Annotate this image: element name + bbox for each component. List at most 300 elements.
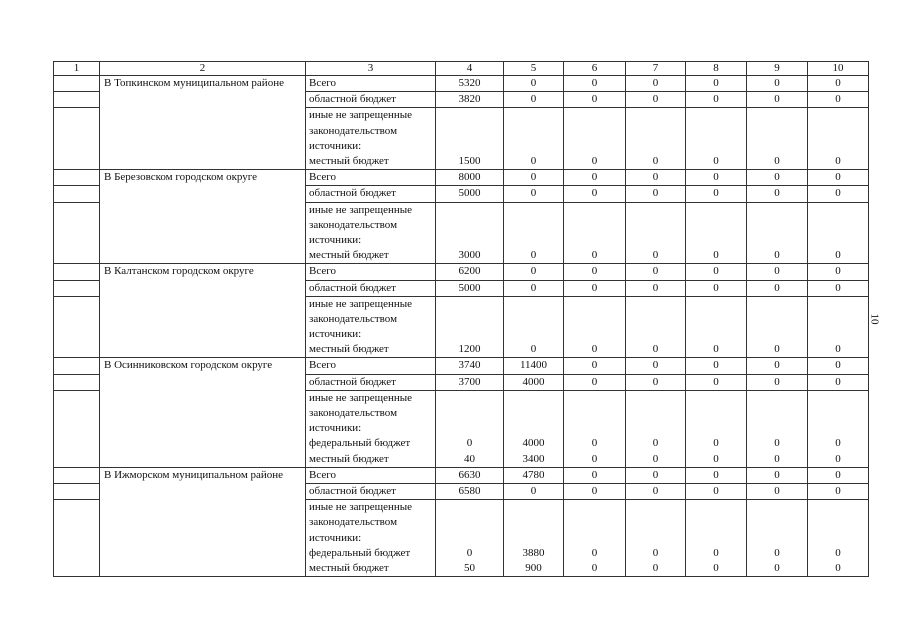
- value-stack-cell: [564, 108, 626, 170]
- spacer: [686, 327, 746, 342]
- value-stack-cell: [504, 500, 564, 577]
- value-cell: 0: [713, 249, 719, 262]
- other-sources-line: источники:: [309, 139, 362, 152]
- value-cell: 6630: [436, 467, 504, 483]
- spacer: [747, 312, 807, 327]
- value-cell: 0: [466, 437, 473, 450]
- spacer: [808, 233, 868, 248]
- value-cell: 0: [652, 249, 659, 262]
- value-cell: 0: [835, 452, 841, 465]
- value-cell: 0: [747, 467, 808, 483]
- column-header: 6: [564, 62, 626, 76]
- spacer: [747, 531, 807, 546]
- other-sources-line: законодательством: [309, 407, 398, 420]
- value-cell: 4000: [522, 437, 545, 450]
- other-sources-line: источники:: [309, 422, 362, 435]
- value-cell: 0: [747, 280, 808, 296]
- value-cell: 0: [713, 154, 719, 167]
- value-cell: 0: [652, 154, 659, 167]
- column-header: 8: [686, 62, 747, 76]
- spacer: [747, 297, 807, 312]
- other-sources-line: иные не запрещенные: [309, 109, 413, 122]
- value-cell: 0: [626, 280, 686, 296]
- empty-cell: [54, 296, 100, 358]
- sub-budget-label: местный бюджет: [309, 154, 389, 167]
- value-cell: 1200: [458, 343, 481, 356]
- spacer: [626, 327, 685, 342]
- sub-budget-label: местный бюджет: [309, 249, 389, 262]
- row-label-total: Всего: [306, 358, 436, 374]
- value-stack-cell: [436, 500, 504, 577]
- spacer: [747, 203, 807, 218]
- spacer: [564, 500, 625, 515]
- value-cell: 0: [713, 452, 719, 465]
- value-cell: 5000: [436, 280, 504, 296]
- value-cell: 0: [626, 76, 686, 92]
- spacer: [564, 327, 625, 342]
- table-row: [54, 264, 869, 280]
- value-cell: 3880: [522, 546, 545, 559]
- spacer: [747, 406, 807, 421]
- spacer: [626, 203, 685, 218]
- empty-cell: [54, 358, 100, 374]
- value-cell: 0: [652, 561, 659, 574]
- value-cell: 3400: [522, 452, 545, 465]
- value-stack-cell: [626, 202, 686, 264]
- spacer: [564, 391, 625, 406]
- table-row: [54, 358, 869, 374]
- municipality-name: В Березовском городском округе: [100, 170, 306, 264]
- value-stack-cell: [808, 296, 869, 358]
- value-stack-cell: [626, 296, 686, 358]
- spacer: [436, 297, 503, 312]
- sub-budget-label: федеральный бюджет: [309, 437, 411, 450]
- value-cell: 4780: [504, 467, 564, 483]
- spacer: [686, 515, 746, 530]
- value-stack-cell: [686, 108, 747, 170]
- value-cell: 0: [808, 467, 869, 483]
- empty-cell: [54, 484, 100, 500]
- spacer: [564, 421, 625, 436]
- spacer: [686, 421, 746, 436]
- value-cell: 1500: [458, 154, 481, 167]
- spacer: [626, 139, 685, 154]
- empty-cell: [54, 186, 100, 202]
- other-sources-cell: [306, 500, 436, 577]
- value-cell: 0: [808, 280, 869, 296]
- value-cell: 0: [808, 374, 869, 390]
- value-cell: 0: [591, 561, 598, 574]
- value-cell: 0: [626, 170, 686, 186]
- value-cell: 0: [835, 546, 841, 559]
- value-cell: 0: [626, 374, 686, 390]
- column-header: 4: [436, 62, 504, 76]
- sub-budget-label: местный бюджет: [309, 452, 389, 465]
- value-stack-cell: [436, 108, 504, 170]
- spacer: [686, 406, 746, 421]
- spacer: [626, 312, 685, 327]
- spacer: [564, 233, 625, 248]
- sub-budget-label: местный бюджет: [309, 561, 389, 574]
- other-sources-cell: [306, 296, 436, 358]
- spacer: [747, 218, 807, 233]
- column-header: 10: [808, 62, 869, 76]
- value-cell: 0: [774, 452, 780, 465]
- spacer: [626, 515, 685, 530]
- value-cell: 3000: [458, 249, 481, 262]
- municipality-name: В Топкинском муниципальном районе: [100, 76, 306, 170]
- value-cell: 0: [564, 280, 626, 296]
- value-stack-cell: [564, 500, 626, 577]
- spacer: [686, 531, 746, 546]
- value-stack-cell: [564, 296, 626, 358]
- value-cell: 40: [464, 452, 475, 465]
- value-stack-cell: [808, 500, 869, 577]
- spacer: [747, 391, 807, 406]
- value-cell: 0: [747, 358, 808, 374]
- other-sources-line: источники:: [309, 233, 362, 246]
- row-label-regional: областной бюджет: [306, 484, 436, 500]
- value-cell: 0: [504, 92, 564, 108]
- spacer: [436, 203, 503, 218]
- value-stack-cell: [747, 108, 808, 170]
- row-label-regional: областной бюджет: [306, 186, 436, 202]
- value-stack-cell: [808, 202, 869, 264]
- spacer: [686, 139, 746, 154]
- empty-cell: [54, 264, 100, 280]
- value-cell: 0: [835, 154, 841, 167]
- spacer: [564, 531, 625, 546]
- spacer: [686, 203, 746, 218]
- value-cell: 0: [686, 484, 747, 500]
- value-cell: 0: [713, 437, 719, 450]
- value-cell: 0: [713, 561, 719, 574]
- value-cell: 0: [747, 76, 808, 92]
- spacer: [626, 531, 685, 546]
- row-label-regional: областной бюджет: [306, 280, 436, 296]
- value-cell: 0: [774, 154, 780, 167]
- other-sources-cell: [306, 202, 436, 264]
- value-cell: 0: [564, 186, 626, 202]
- spacer: [436, 233, 503, 248]
- value-cell: 0: [504, 186, 564, 202]
- column-header: 5: [504, 62, 564, 76]
- spacer: [436, 515, 503, 530]
- empty-cell: [54, 202, 100, 264]
- table-row: [54, 76, 869, 92]
- value-stack-cell: [686, 390, 747, 467]
- value-cell: 3820: [436, 92, 504, 108]
- value-cell: 0: [808, 358, 869, 374]
- value-stack-cell: [808, 390, 869, 467]
- value-cell: 3700: [436, 374, 504, 390]
- value-stack-cell: [626, 108, 686, 170]
- spacer: [504, 203, 563, 218]
- spacer: [808, 421, 868, 436]
- other-sources-cell: [306, 108, 436, 170]
- value-cell: 0: [652, 343, 659, 356]
- value-cell: 0: [835, 561, 841, 574]
- value-stack-cell: [626, 390, 686, 467]
- other-sources-line: законодательством: [309, 124, 398, 137]
- other-sources-line: законодательством: [309, 312, 398, 325]
- spacer: [808, 124, 868, 139]
- value-stack-cell: [436, 390, 504, 467]
- value-stack-cell: [504, 390, 564, 467]
- value-cell: 0: [835, 249, 841, 262]
- spacer: [808, 297, 868, 312]
- value-cell: 0: [774, 546, 780, 559]
- column-header: 1: [54, 62, 100, 76]
- value-cell: 0: [747, 264, 808, 280]
- value-cell: 0: [466, 546, 473, 559]
- value-cell: 0: [591, 437, 598, 450]
- value-cell: 0: [808, 484, 869, 500]
- value-cell: 0: [564, 358, 626, 374]
- value-cell: 0: [504, 280, 564, 296]
- spacer: [436, 312, 503, 327]
- value-cell: 0: [686, 170, 747, 186]
- municipality-name: В Калтанском городском округе: [100, 264, 306, 358]
- value-cell: 0: [564, 92, 626, 108]
- value-stack-cell: [747, 390, 808, 467]
- value-cell: 11400: [504, 358, 564, 374]
- value-stack-cell: [747, 296, 808, 358]
- spacer: [564, 312, 625, 327]
- value-cell: 0: [686, 92, 747, 108]
- spacer: [747, 124, 807, 139]
- spacer: [564, 515, 625, 530]
- value-cell: 0: [591, 452, 598, 465]
- spacer: [626, 218, 685, 233]
- row-label-total: Всего: [306, 170, 436, 186]
- spacer: [747, 421, 807, 436]
- value-cell: 0: [713, 343, 719, 356]
- spacer: [436, 391, 503, 406]
- row-label-total: Всего: [306, 76, 436, 92]
- spacer: [808, 531, 868, 546]
- spacer: [564, 297, 625, 312]
- spacer: [808, 406, 868, 421]
- spacer: [564, 203, 625, 218]
- value-stack-cell: [808, 108, 869, 170]
- budget-table: [53, 61, 869, 577]
- value-cell: 0: [808, 264, 869, 280]
- value-cell: 0: [652, 452, 659, 465]
- spacer: [747, 500, 807, 515]
- value-stack-cell: [436, 296, 504, 358]
- spacer: [436, 218, 503, 233]
- value-cell: 0: [564, 76, 626, 92]
- spacer: [808, 312, 868, 327]
- spacer: [564, 139, 625, 154]
- spacer: [626, 391, 685, 406]
- row-label-regional: областной бюджет: [306, 374, 436, 390]
- spacer: [564, 124, 625, 139]
- spacer: [436, 124, 503, 139]
- value-cell: 0: [713, 546, 719, 559]
- spacer: [504, 406, 563, 421]
- value-cell: 3740: [436, 358, 504, 374]
- value-stack-cell: [686, 296, 747, 358]
- value-stack-cell: [504, 296, 564, 358]
- empty-cell: [54, 170, 100, 186]
- spacer: [504, 124, 563, 139]
- value-cell: 0: [564, 484, 626, 500]
- value-cell: 0: [652, 437, 659, 450]
- spacer: [626, 108, 685, 123]
- empty-cell: [54, 390, 100, 467]
- value-stack-cell: [564, 390, 626, 467]
- row-label-total: Всего: [306, 467, 436, 483]
- value-cell: 0: [530, 154, 537, 167]
- spacer: [504, 312, 563, 327]
- value-cell: 0: [808, 186, 869, 202]
- value-cell: 0: [504, 76, 564, 92]
- value-cell: 0: [747, 92, 808, 108]
- spacer: [626, 124, 685, 139]
- page-number: 10: [868, 313, 881, 325]
- column-header: 7: [626, 62, 686, 76]
- spacer: [626, 406, 685, 421]
- municipality-name: В Осинниковском городском округе: [100, 358, 306, 467]
- value-cell: 0: [626, 467, 686, 483]
- spacer: [686, 391, 746, 406]
- spacer: [686, 218, 746, 233]
- other-sources-line: иные не запрещенные: [309, 297, 413, 310]
- spacer: [504, 108, 563, 123]
- column-header: 2: [100, 62, 306, 76]
- value-cell: 0: [686, 76, 747, 92]
- table-row: [54, 467, 869, 483]
- spacer: [626, 297, 685, 312]
- value-cell: 5000: [436, 186, 504, 202]
- value-cell: 50: [464, 561, 475, 574]
- value-stack-cell: [564, 202, 626, 264]
- value-cell: 5320: [436, 76, 504, 92]
- spacer: [504, 500, 563, 515]
- municipality-name: В Ижморском муниципальном районе: [100, 467, 306, 576]
- value-cell: 0: [564, 467, 626, 483]
- spacer: [504, 421, 563, 436]
- spacer: [436, 421, 503, 436]
- value-cell: 900: [525, 561, 542, 574]
- spacer: [436, 139, 503, 154]
- value-cell: 0: [591, 154, 598, 167]
- spacer: [436, 406, 503, 421]
- spacer: [808, 139, 868, 154]
- value-cell: 0: [564, 264, 626, 280]
- spacer: [747, 327, 807, 342]
- spacer: [808, 500, 868, 515]
- row-label-total: Всего: [306, 264, 436, 280]
- column-header: 9: [747, 62, 808, 76]
- sub-budget-label: местный бюджет: [309, 343, 389, 356]
- empty-cell: [54, 76, 100, 92]
- value-cell: 6580: [436, 484, 504, 500]
- value-cell: 0: [686, 467, 747, 483]
- sub-budget-label: федеральный бюджет: [309, 546, 411, 559]
- other-sources-line: источники:: [309, 328, 362, 341]
- value-cell: 0: [686, 374, 747, 390]
- other-sources-line: законодательством: [309, 516, 398, 529]
- spacer: [564, 218, 625, 233]
- value-cell: 0: [530, 249, 537, 262]
- value-cell: 0: [686, 280, 747, 296]
- empty-cell: [54, 92, 100, 108]
- value-cell: 0: [686, 358, 747, 374]
- spacer: [808, 218, 868, 233]
- spacer: [504, 218, 563, 233]
- spacer: [504, 327, 563, 342]
- empty-cell: [54, 108, 100, 170]
- spacer: [626, 233, 685, 248]
- value-cell: 4000: [504, 374, 564, 390]
- table-row: [54, 170, 869, 186]
- spacer: [504, 515, 563, 530]
- spacer: [686, 500, 746, 515]
- row-label-regional: областной бюджет: [306, 92, 436, 108]
- value-cell: 0: [747, 170, 808, 186]
- value-cell: 0: [626, 186, 686, 202]
- spacer: [686, 312, 746, 327]
- spacer: [626, 421, 685, 436]
- spacer: [436, 500, 503, 515]
- column-header: 3: [306, 62, 436, 76]
- spacer: [808, 391, 868, 406]
- value-cell: 0: [686, 264, 747, 280]
- spacer: [504, 531, 563, 546]
- value-cell: 0: [747, 186, 808, 202]
- value-cell: 0: [626, 358, 686, 374]
- value-cell: 0: [774, 561, 780, 574]
- other-sources-line: законодательством: [309, 218, 398, 231]
- value-cell: 0: [626, 92, 686, 108]
- value-cell: 0: [835, 343, 841, 356]
- value-cell: 0: [564, 374, 626, 390]
- value-cell: 0: [808, 170, 869, 186]
- value-cell: 0: [808, 92, 869, 108]
- spacer: [808, 327, 868, 342]
- empty-cell: [54, 500, 100, 577]
- spacer: [808, 203, 868, 218]
- spacer: [436, 108, 503, 123]
- value-cell: 0: [504, 170, 564, 186]
- value-cell: 0: [774, 249, 780, 262]
- empty-cell: [54, 374, 100, 390]
- other-sources-cell: [306, 390, 436, 467]
- value-cell: 0: [652, 546, 659, 559]
- value-cell: 0: [564, 170, 626, 186]
- spacer: [686, 233, 746, 248]
- value-cell: 0: [591, 546, 598, 559]
- spacer: [504, 297, 563, 312]
- value-cell: 8000: [436, 170, 504, 186]
- value-cell: 0: [686, 186, 747, 202]
- spacer: [808, 515, 868, 530]
- spacer: [747, 108, 807, 123]
- spacer: [686, 124, 746, 139]
- spacer: [564, 406, 625, 421]
- empty-cell: [54, 280, 100, 296]
- value-stack-cell: [747, 500, 808, 577]
- spacer: [504, 233, 563, 248]
- value-cell: 0: [774, 437, 780, 450]
- spacer: [436, 531, 503, 546]
- value-cell: 0: [774, 343, 780, 356]
- spacer: [504, 139, 563, 154]
- value-cell: 0: [626, 264, 686, 280]
